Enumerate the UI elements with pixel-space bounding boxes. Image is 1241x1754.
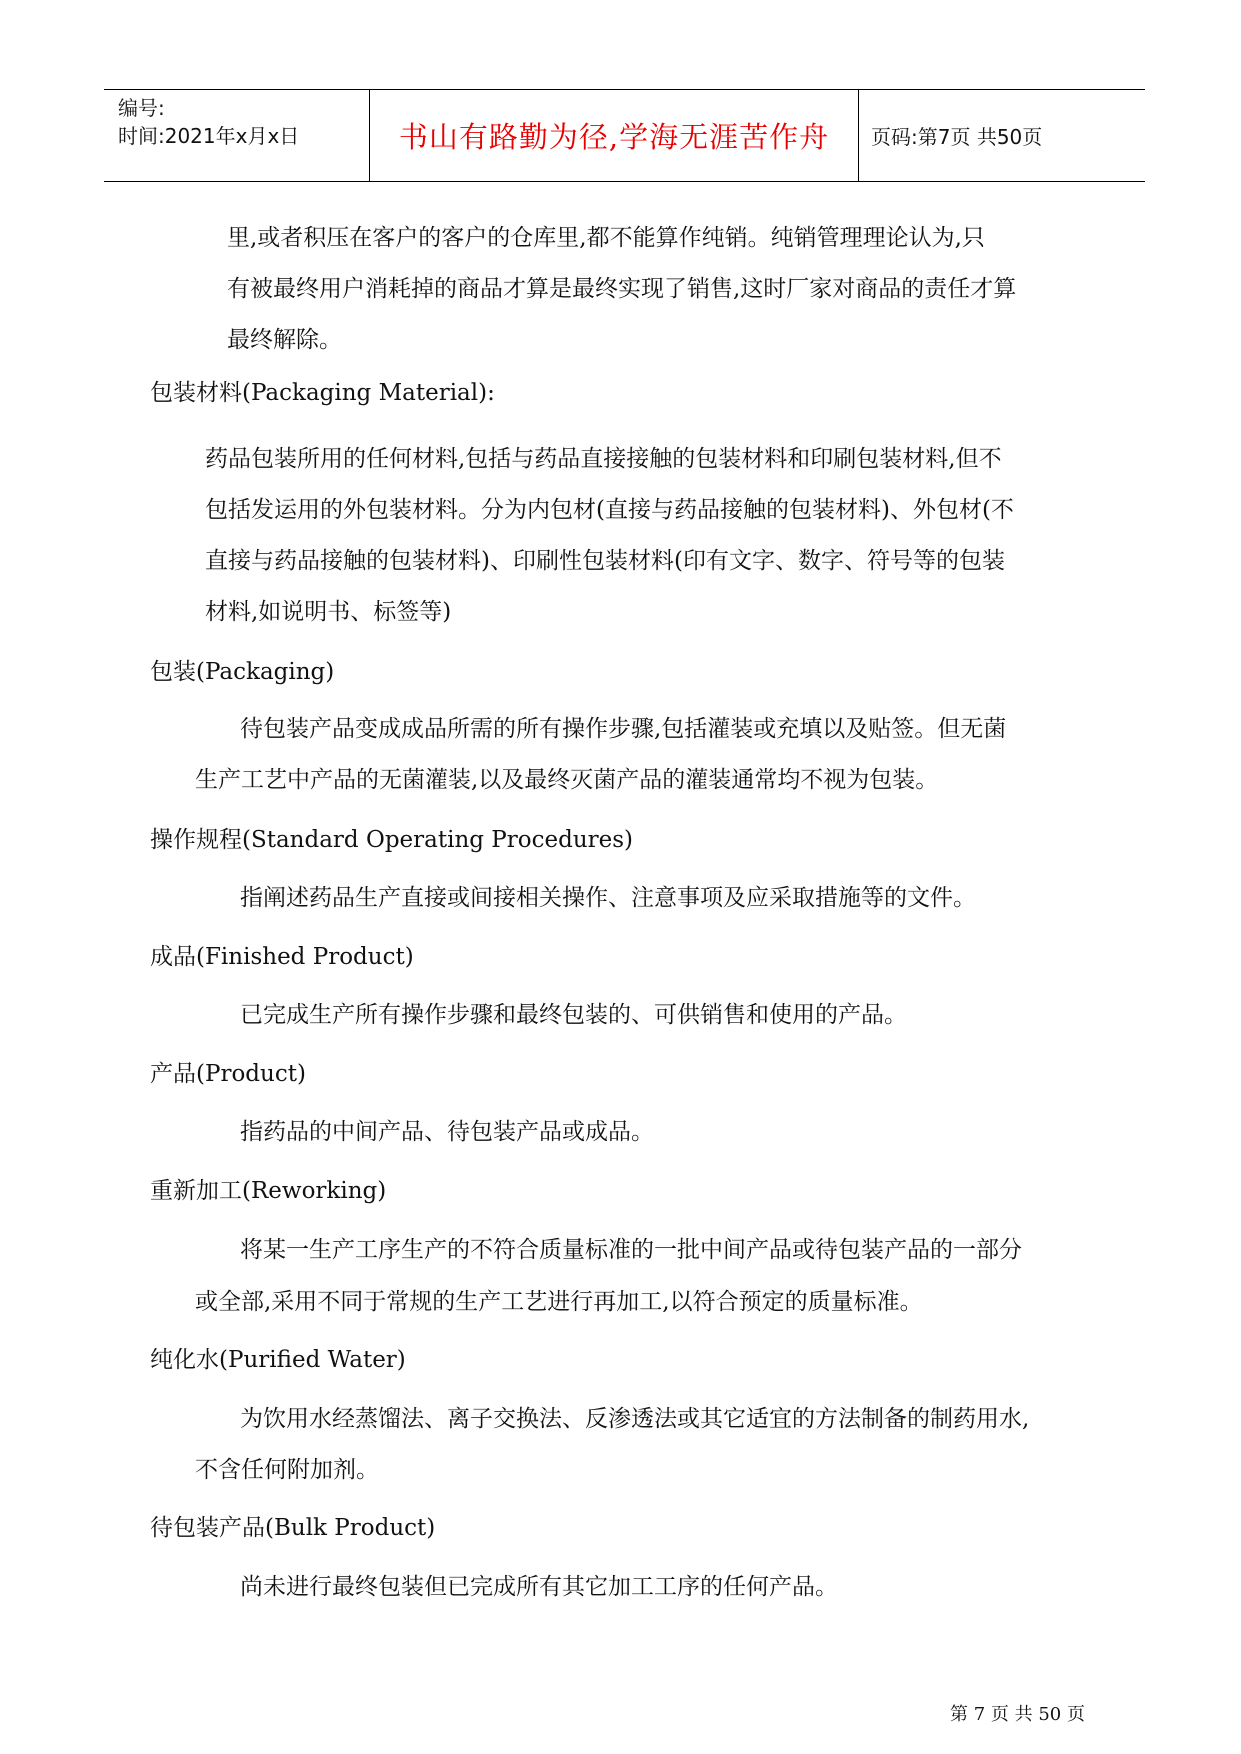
term-heading: 产品(Product) [150, 1061, 306, 1087]
term-heading: 操作规程(Standard Operating Procedures) [150, 827, 634, 853]
body-line: 有被最终用户消耗掉的商品才算是最终实现了销售,这时厂家对商品的责任才算 [227, 276, 1017, 302]
document-time-label: 时间:2021年x月x日 [118, 124, 300, 148]
header-left-cell [104, 90, 369, 181]
body-line: 待包装产品变成成品所需的所有操作步骤,包括灌装或充填以及贴签。但无菌 [240, 716, 1007, 742]
term-heading: 包装(Packaging) [150, 659, 335, 685]
body-line: 直接与药品接触的包装材料)、印刷性包装材料(印有文字、数字、符号等的包装 [205, 548, 1005, 574]
body-line: 为饮用水经蒸馏法、离子交换法、反渗透法或其它适宜的方法制备的制药用水, [240, 1406, 1030, 1432]
body-line: 里,或者积压在客户的客户的仓库里,都不能算作纯销。纯销管理理论认为,只 [227, 225, 985, 251]
header-page-label: 页码:第7页 共50页 [871, 125, 1043, 149]
body-line: 尚未进行最终包装但已完成所有其它加工工序的任何产品。 [240, 1574, 838, 1600]
body-line: 将某一生产工序生产的不符合质量标准的一批中间产品或待包装产品的一部分 [240, 1237, 1022, 1263]
body-line: 或全部,采用不同于常规的生产工艺进行再加工,以符合预定的质量标准。 [195, 1289, 923, 1315]
body-line: 生产工艺中产品的无菌灌装,以及最终灭菌产品的灌装通常均不视为包装。 [195, 767, 939, 793]
header-motto: 书山有路勤为径,学海无涯苦作舟 [369, 90, 859, 181]
body-line: 最终解除。 [227, 327, 342, 353]
body-line: 指阐述药品生产直接或间接相关操作、注意事项及应采取措施等的文件。 [240, 885, 976, 911]
body-line: 药品包装所用的任何材料,包括与药品直接接触的包装材料和印刷包装材料,但不 [205, 446, 1002, 472]
document-number-label: 编号: [118, 96, 165, 120]
body-line: 包括发运用的外包装材料。分为内包材(直接与药品接触的包装材料)、外包材(不 [205, 497, 1014, 523]
term-heading: 待包装产品(Bulk Product) [150, 1515, 436, 1541]
page-header [104, 89, 1145, 182]
body-line: 已完成生产所有操作步骤和最终包装的、可供销售和使用的产品。 [240, 1002, 907, 1028]
term-heading: 重新加工(Reworking) [150, 1178, 387, 1204]
term-heading: 纯化水(Purified Water) [150, 1347, 406, 1373]
term-heading: 包装材料(Packaging Material): [150, 380, 495, 406]
page-footer: 第 7 页 共 50 页 [950, 1704, 1085, 1725]
body-line: 材料,如说明书、标签等) [205, 599, 452, 625]
body-line: 不含任何附加剂。 [195, 1457, 379, 1483]
term-heading: 成品(Finished Product) [150, 944, 414, 970]
body-line: 指药品的中间产品、待包装产品或成品。 [240, 1119, 654, 1145]
